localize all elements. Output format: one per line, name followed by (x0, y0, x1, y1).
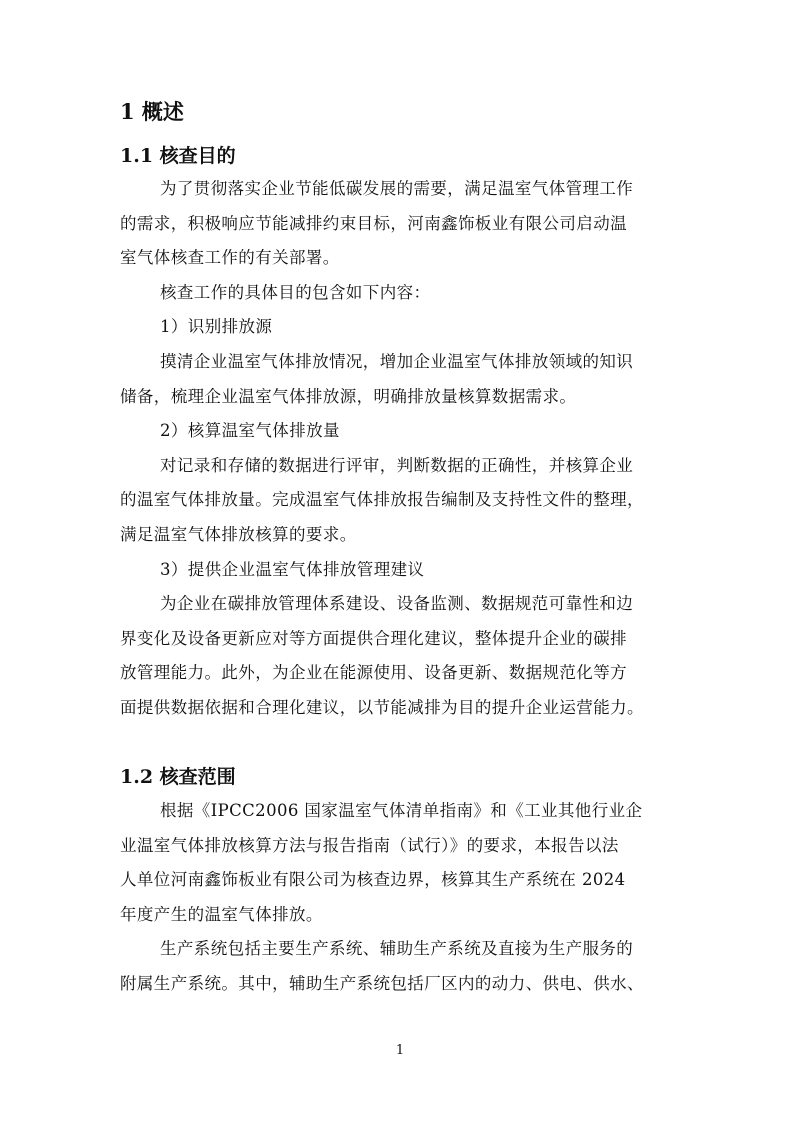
paragraph-line: 对记录和存储的数据进行评审，判断数据的正确性，并核算企业 (160, 455, 634, 475)
section-1-2-body (120, 794, 690, 1002)
list-item-heading: 3）提供企业温室气体排放管理建议 (160, 559, 425, 579)
paragraph-line: 室气体核查工作的有关部署。 (120, 248, 340, 268)
paragraph-line: 储备，梳理企业温室气体排放源，明确排放量核算数据需求。 (120, 386, 577, 406)
paragraph-line: 附属生产系统。其中，辅助生产系统包括厂区内的动力、供电、供水、 (120, 973, 644, 993)
chapter-heading: 1 概述 (120, 99, 184, 124)
section-1-1-heading: 1.1 核查目的 (120, 145, 236, 167)
paragraph-line: 业温室气体排放核算方法与报告指南（试行）》的要求，本报告以法 (120, 835, 619, 855)
page-number: 1 (395, 1043, 405, 1058)
paragraph-line: 满足温室气体排放核算的要求。 (120, 524, 357, 544)
paragraph-line: 的需求，积极响应节能减排约束目标，河南鑫饰板业有限公司启动温 (120, 213, 627, 233)
paragraph-line: 为企业在碳排放管理体系建设、设备监测、数据规范可靠性和边 (160, 594, 634, 614)
paragraph-line: 放管理能力。此外，为企业在能源使用、设备更新、数据规范化等方 (120, 663, 627, 683)
paragraph-line: 面提供数据依据和合理化建议，以节能减排为目的提升企业运营能力。 (120, 697, 644, 717)
paragraph-line: 的温室气体排放量。完成温室气体排放报告编制及支持性文件的整理， (120, 490, 644, 510)
section-1-2-heading: 1.2 核查范围 (120, 766, 236, 788)
paragraph-line: 年度产生的温室气体排放。 (120, 904, 323, 924)
paragraph-line: 为了贯彻落实企业节能低碳发展的需要，满足温室气体管理工作 (160, 179, 634, 198)
paragraph-line: 界变化及设备更新应对等方面提供合理化建议，整体提升企业的碳排 (120, 628, 627, 648)
section-1-1-body (120, 172, 690, 726)
paragraph-line: 生产系统包括主要生产系统、辅助生产系统及直接为生产服务的 (160, 939, 634, 959)
paragraph-line: 摸清企业温室气体排放情况，增加企业温室气体排放领域的知识 (160, 351, 634, 371)
paragraph-line: 根据《IPCC2006 国家温室气体清单指南》和《工业其他行业企 (160, 801, 643, 820)
paragraph-line: 人单位河南鑫饰板业有限公司为核查边界，核算其生产系统在 2024 (120, 870, 626, 890)
list-item-heading: 2）核算温室气体排放量 (160, 421, 340, 441)
paragraph-line: 核查工作的具体目的包含如下内容： (160, 282, 431, 302)
list-item-heading: 1）识别排放源 (160, 317, 273, 337)
